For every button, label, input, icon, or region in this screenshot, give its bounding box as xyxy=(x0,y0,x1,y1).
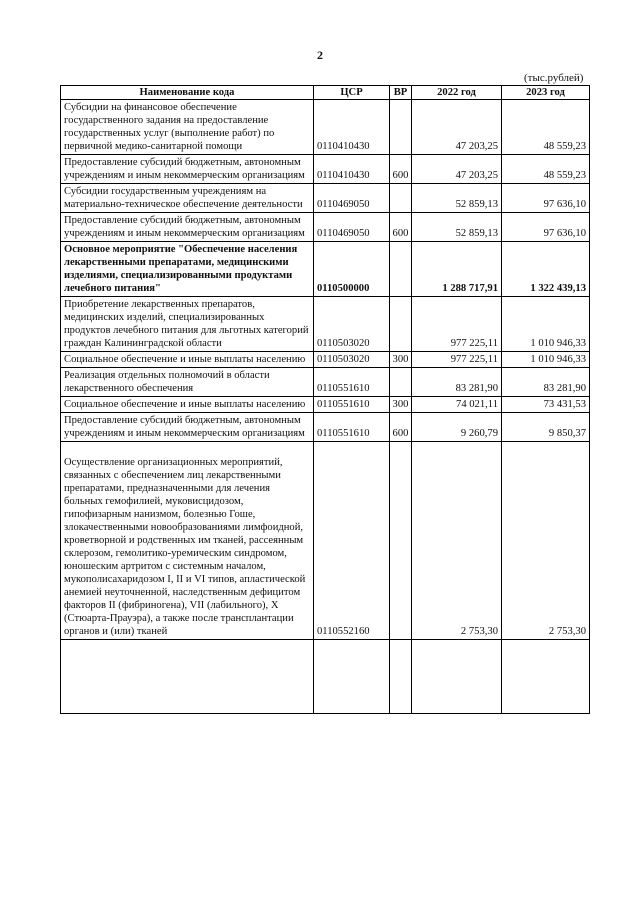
table-row xyxy=(61,397,590,413)
header-csr: ЦСР xyxy=(314,86,390,100)
row-csr-cell: 0110469050 xyxy=(314,213,390,242)
page-number: 2 xyxy=(317,48,323,62)
row-2023-cell: 97 636,10 xyxy=(502,213,590,242)
budget-table xyxy=(60,85,590,714)
table-row xyxy=(61,242,590,297)
row-csr-cell: 0110500000 xyxy=(314,242,390,297)
row-2023-cell: 9 850,37 xyxy=(502,413,590,442)
table-row xyxy=(61,442,590,640)
row-2022-cell: 47 203,25 xyxy=(412,100,502,155)
row-2023-cell: 1 322 439,13 xyxy=(502,242,590,297)
table-row xyxy=(61,352,590,368)
table-row xyxy=(61,213,590,242)
row-csr-cell: 0110552160 xyxy=(314,442,390,640)
row-csr-cell: 0110503020 xyxy=(314,352,390,368)
row-name-cell: Приобретение лекарственных препаратов, медицинских изделий, специализированных продуктов лечебного питания для льготных категорий граждан Калининградской области xyxy=(61,297,314,352)
row-2022-cell: 47 203,25 xyxy=(412,155,502,184)
table-header-row xyxy=(61,86,590,100)
row-2023-cell: 1 010 946,33 xyxy=(502,352,590,368)
row-2023-cell: 2 753,30 xyxy=(502,442,590,640)
row-vr-cell xyxy=(390,100,412,155)
table-body xyxy=(61,100,590,714)
table-row xyxy=(61,155,590,184)
table-row xyxy=(61,100,590,155)
row-vr-cell xyxy=(390,442,412,640)
row-2023-cell: 97 636,10 xyxy=(502,184,590,213)
row-vr-cell xyxy=(390,297,412,352)
row-csr-cell: 0110469050 xyxy=(314,184,390,213)
row-name-cell: Предоставление субсидий бюджетным, автономным учреждениям и иным некоммерческим организациям xyxy=(61,413,314,442)
row-name-cell: Социальное обеспечение и иные выплаты населению xyxy=(61,397,314,413)
row-name-cell: Осуществление организационных мероприятий, связанных с обеспечением лиц лекарственными препаратами, предназначенными для лечения больных гемофилией, муковисцидозом, гипофизарным нанизмом, болезнью Гоше, злокачественными новообразованиями лимфоидной, кроветворной и родственных им тканей, рассеянным склерозом, гемолитико-уремическим синдромом, юношеским артритом с системным началом, мукополисахаридозом I, II и VI типов, апластической анемией неуточненной, наследственным дефицитом факторов II (фибриногена), VII (лабильного), X (Стюарта-Прауэра), а также после трансплантации органов и (или) тканей xyxy=(61,442,314,640)
table-row xyxy=(61,184,590,213)
row-2022-cell: 52 859,13 xyxy=(412,184,502,213)
units-label: (тыс.рублей) xyxy=(524,72,584,84)
row-2023-cell xyxy=(502,640,590,714)
row-2023-cell: 73 431,53 xyxy=(502,397,590,413)
table-row xyxy=(61,368,590,397)
row-csr-cell: 0110551610 xyxy=(314,397,390,413)
row-2022-cell: 52 859,13 xyxy=(412,213,502,242)
row-name-cell: Реализация отдельных полномочий в области лекарственного обеспечения xyxy=(61,368,314,397)
row-vr-cell xyxy=(390,640,412,714)
row-2022-cell: 83 281,90 xyxy=(412,368,502,397)
header-2023: 2023 год xyxy=(502,86,590,100)
header-name: Наименование кода xyxy=(61,86,314,100)
row-csr-cell: 0110410430 xyxy=(314,100,390,155)
row-vr-cell xyxy=(390,368,412,397)
header-vr: ВР xyxy=(390,86,412,100)
row-2023-cell: 48 559,23 xyxy=(502,155,590,184)
table-row xyxy=(61,413,590,442)
row-vr-cell xyxy=(390,242,412,297)
row-2022-cell: 9 260,79 xyxy=(412,413,502,442)
row-csr-cell: 0110503020 xyxy=(314,297,390,352)
row-vr-cell xyxy=(390,184,412,213)
row-2023-cell: 83 281,90 xyxy=(502,368,590,397)
row-name-cell: Субсидии на финансовое обеспечение государственного задания на предоставление государственных услуг (выполнение работ) по первичной медико-санитарной помощи xyxy=(61,100,314,155)
row-2023-cell: 48 559,23 xyxy=(502,100,590,155)
row-csr-cell xyxy=(314,640,390,714)
row-name-cell: Социальное обеспечение и иные выплаты населению xyxy=(61,352,314,368)
row-csr-cell: 0110551610 xyxy=(314,368,390,397)
row-2022-cell: 2 753,30 xyxy=(412,442,502,640)
row-2023-cell: 1 010 946,33 xyxy=(502,297,590,352)
row-2022-cell xyxy=(412,640,502,714)
row-vr-cell: 600 xyxy=(390,213,412,242)
row-csr-cell: 0110410430 xyxy=(314,155,390,184)
row-name-cell: Основное мероприятие "Обеспечение населения лекарственными препаратами, медицинскими изделиями, специализированными продуктами лечебного питания" xyxy=(61,242,314,297)
table-row xyxy=(61,297,590,352)
row-vr-cell: 600 xyxy=(390,413,412,442)
row-2022-cell: 977 225,11 xyxy=(412,352,502,368)
row-name-cell: Субсидии государственным учреждениям на материально-техническое обеспечение деятельности xyxy=(61,184,314,213)
row-name-cell xyxy=(61,640,314,714)
row-2022-cell: 1 288 717,91 xyxy=(412,242,502,297)
row-vr-cell: 600 xyxy=(390,155,412,184)
table-row xyxy=(61,640,590,714)
row-2022-cell: 977 225,11 xyxy=(412,297,502,352)
row-name-cell: Предоставление субсидий бюджетным, автономным учреждениям и иным некоммерческим организациям xyxy=(61,155,314,184)
row-name-cell: Предоставление субсидий бюджетным, автономным учреждениям и иным некоммерческим организациям xyxy=(61,213,314,242)
row-vr-cell: 300 xyxy=(390,397,412,413)
row-2022-cell: 74 021,11 xyxy=(412,397,502,413)
row-csr-cell: 0110551610 xyxy=(314,413,390,442)
header-2022: 2022 год xyxy=(412,86,502,100)
row-vr-cell: 300 xyxy=(390,352,412,368)
